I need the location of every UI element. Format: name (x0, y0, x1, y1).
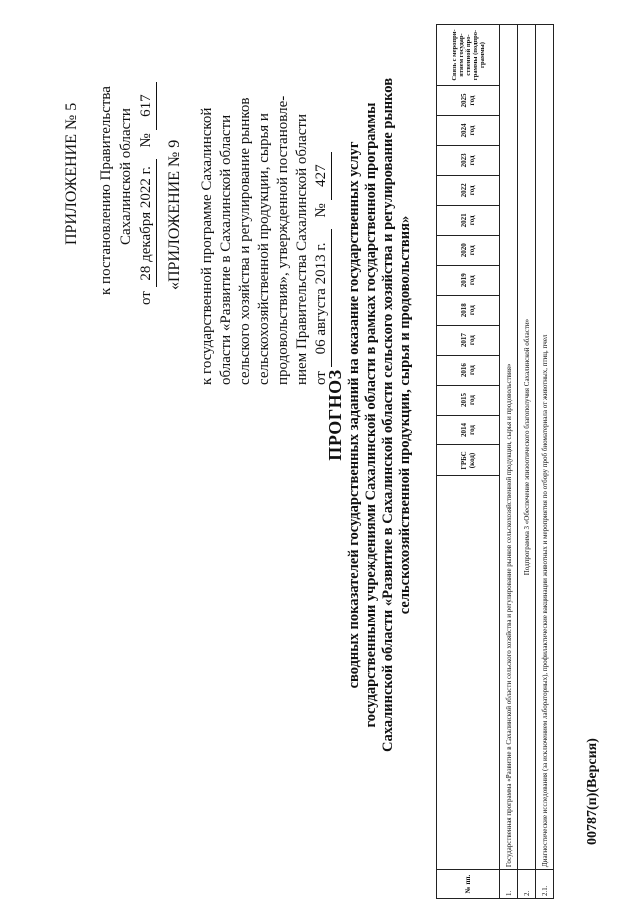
document-heading (325, 65, 414, 765)
header-year: 2020 год (437, 235, 500, 265)
header-year: 2021 год (437, 205, 500, 235)
forecast-table (436, 24, 554, 899)
version-label: 00787(п)(Версия) (585, 738, 600, 845)
header-year: 2017 год (437, 325, 500, 355)
table-row (518, 25, 536, 899)
header-year: 2019 год (437, 265, 500, 295)
appendix-9-line: нием Правительства Сахалинской области (294, 114, 310, 385)
appendix-5-block (62, 35, 157, 305)
header-year: 2024 год (437, 115, 500, 145)
appendix-5-line1: к постановлению Правительства (98, 86, 114, 295)
appendix-9-title: «ПРИЛОЖЕНИЕ № 9 (166, 139, 183, 290)
header-year: 2015 год (437, 385, 500, 415)
appendix-9-date-prefix: от (313, 371, 329, 385)
table-header-row (437, 25, 500, 899)
table-row (536, 25, 554, 899)
row-num: 2.1. (536, 870, 554, 899)
header-name (437, 476, 500, 870)
appendix-5-num-sign: № (138, 133, 154, 148)
header-grbs: ГРБС (код) (437, 445, 500, 476)
appendix-5-date-line (136, 35, 157, 305)
header-year: 2022 год (437, 175, 500, 205)
appendix-9-block (165, 30, 332, 385)
appendix-5-date: 28 декабря 2022 г. (136, 159, 157, 287)
row-text: Подпрограмма 3 «Обеспечение эпизоотического благополучия Сахалинской области» (518, 25, 536, 870)
table-row (500, 25, 518, 899)
header-year: 2025 год (437, 86, 500, 116)
heading-line: государственными учреждениями Сахалинской области в рамках государственной программы (363, 102, 379, 728)
appendix-5-line2: Сахалинской области (118, 108, 134, 245)
appendix-9-line: области «Развитие в Сахалинской области (218, 114, 234, 385)
appendix-9-line: сельского хозяйства и регулирование рынков (237, 97, 253, 385)
heading-title: ПРОГНОЗ (325, 369, 345, 461)
header-num: № пп. (437, 870, 500, 899)
row-num: 2. (518, 870, 536, 899)
appendix-5-number: 617 (136, 82, 157, 130)
heading-line: сводных показателей государственных заданий на оказание государственных услуг (346, 141, 362, 689)
appendix-5-date-prefix: от (138, 291, 154, 305)
appendix-9-num-sign: № (313, 203, 329, 218)
heading-line: Сахалинской области «Развитие в Сахалинской области сельского хозяйства и регулирование рынков (380, 77, 396, 753)
header-year: 2014 год (437, 415, 500, 445)
row-num: 1. (500, 870, 518, 899)
header-link: Связь с меропри- ятием государ- ственной про- граммы (подпро- граммы) (437, 25, 500, 86)
header-year: 2018 год (437, 295, 500, 325)
appendix-9-line: продовольствия», утвержденной постановле- (275, 95, 291, 385)
header-year: 2023 год (437, 145, 500, 175)
header-year: 2016 год (437, 355, 500, 385)
heading-line: сельскохозяйственной продукции, сырья и продовольствия» (397, 215, 413, 615)
appendix-5-title: ПРИЛОЖЕНИЕ № 5 (63, 102, 80, 245)
row-text: Диагностические исследования (за исключением лабораторных), профилактические вакцинации животных и мероприятия по отбору проб биоматериала от животных, птиц, пчел (536, 25, 554, 870)
appendix-9-number: 427 (312, 152, 332, 200)
appendix-9-line: к государственной программе Сахалинской (199, 107, 215, 385)
appendix-9-date: 06 августа 2013 г. (312, 229, 332, 367)
appendix-9-line: сельскохозяйственной продукции, сырья и (256, 113, 272, 385)
row-text: Государственная программа «Развитие в Сахалинской области сельского хозяйства и регулирование рынков сельскохозяйственной продукции, сырья и продовольствия» (500, 25, 518, 870)
